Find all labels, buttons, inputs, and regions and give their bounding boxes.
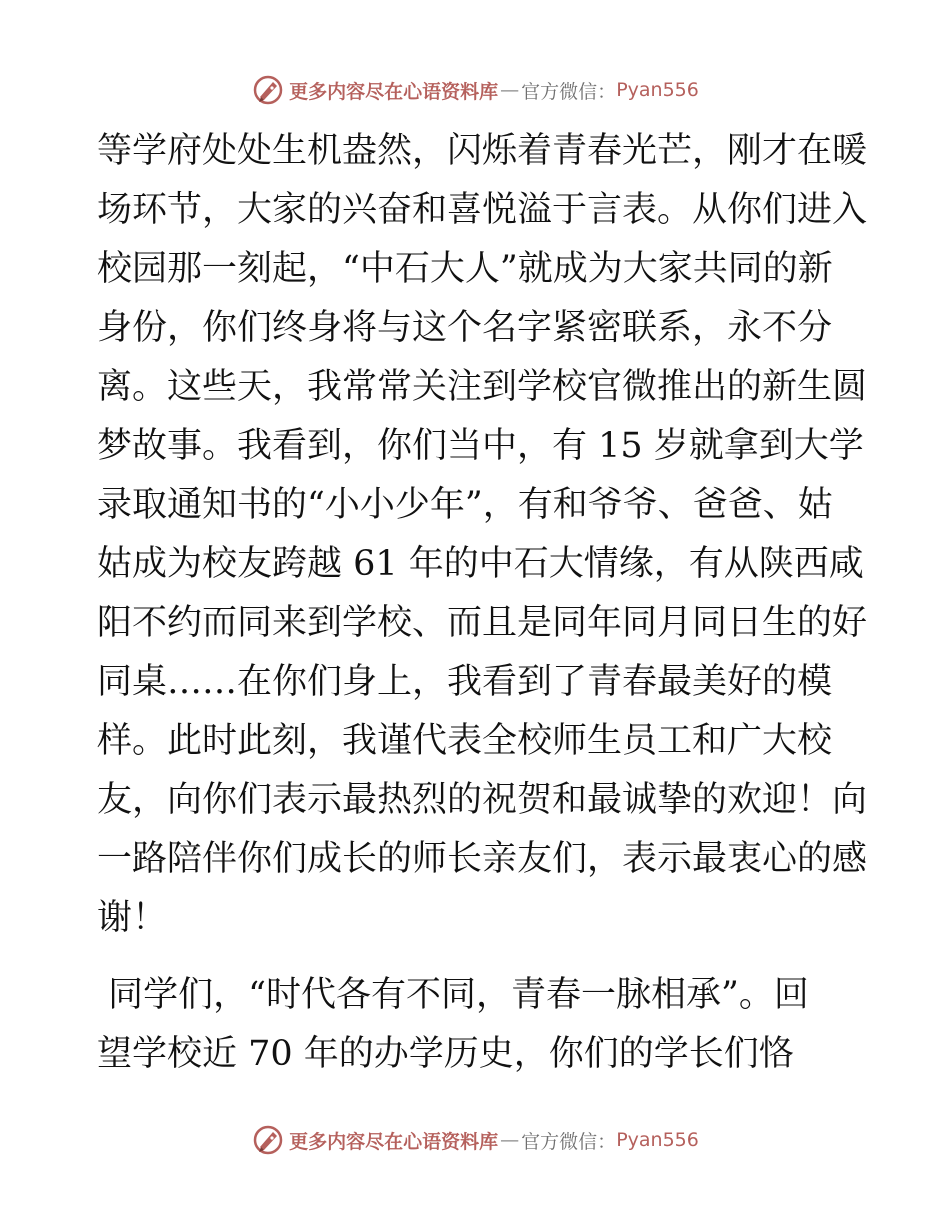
banner-brand-text: 更多内容尽在心语资料库: [289, 80, 499, 103]
text-line: 阳不约而同来到学校、而且是同年同月同日生的好: [97, 603, 868, 643]
body-text: [97, 122, 868, 1084]
banner-separator: —: [500, 1129, 520, 1151]
banner-contact-label: 官方微信：: [521, 1130, 617, 1153]
text-line: 录取通知书的“小小少年”，有和爷爷、爸爸、姑: [97, 485, 833, 525]
footer-banner: [0, 1120, 950, 1160]
text-line: 样。此时此刻，我谨代表全校师生员工和广大校: [97, 721, 833, 761]
banner-brand-text: 更多内容尽在心语资料库: [289, 1130, 499, 1153]
text-line: 离。这些天，我常常关注到学校官微推出的新生圆: [97, 367, 868, 407]
text-line: 同桌……在你们身上，我看到了青春最美好的模: [97, 662, 833, 702]
text-line: 身份，你们终身将与这个名字紧密联系，永不分: [97, 308, 833, 348]
text-line: 梦故事。我看到，你们当中，有 15 岁就拿到大学: [97, 426, 864, 466]
paragraph-1: [97, 122, 868, 948]
text-line: 校园那一刻起，“中石大人”就成为大家共同的新: [97, 249, 833, 289]
text-line: 同学们，“时代各有不同，青春一脉相承”。回: [97, 975, 809, 1015]
pen-nib-circle-icon: [251, 1123, 285, 1157]
banner-contact-label: 官方微信：: [521, 80, 617, 103]
text-line: 姑成为校友跨越 61 年的中石大情缘，有从陕西咸: [97, 544, 864, 584]
text-line: 等学府处处生机盎然，闪烁着青春光芒，刚才在暖: [97, 131, 868, 171]
banner-separator: —: [500, 79, 520, 101]
banner-wechat-id: Pyan556: [616, 1129, 699, 1151]
paragraph-2: [97, 966, 853, 1084]
banner-wechat-id: Pyan556: [616, 79, 699, 101]
text-line: 友，向你们表示最热烈的祝贺和最诚挚的欢迎！向: [97, 780, 868, 820]
pen-nib-circle-icon: [251, 73, 285, 107]
text-line: 一路陪伴你们成长的师长亲友们，表示最衷心的感: [97, 839, 868, 879]
header-banner: [0, 70, 950, 110]
text-line: 谢！: [97, 898, 168, 938]
text-line: 望学校近 70 年的办学历史，你们的学长们恪: [97, 1034, 794, 1074]
text-line: 场环节，大家的兴奋和喜悦溢于言表。从你们进入: [97, 190, 868, 230]
